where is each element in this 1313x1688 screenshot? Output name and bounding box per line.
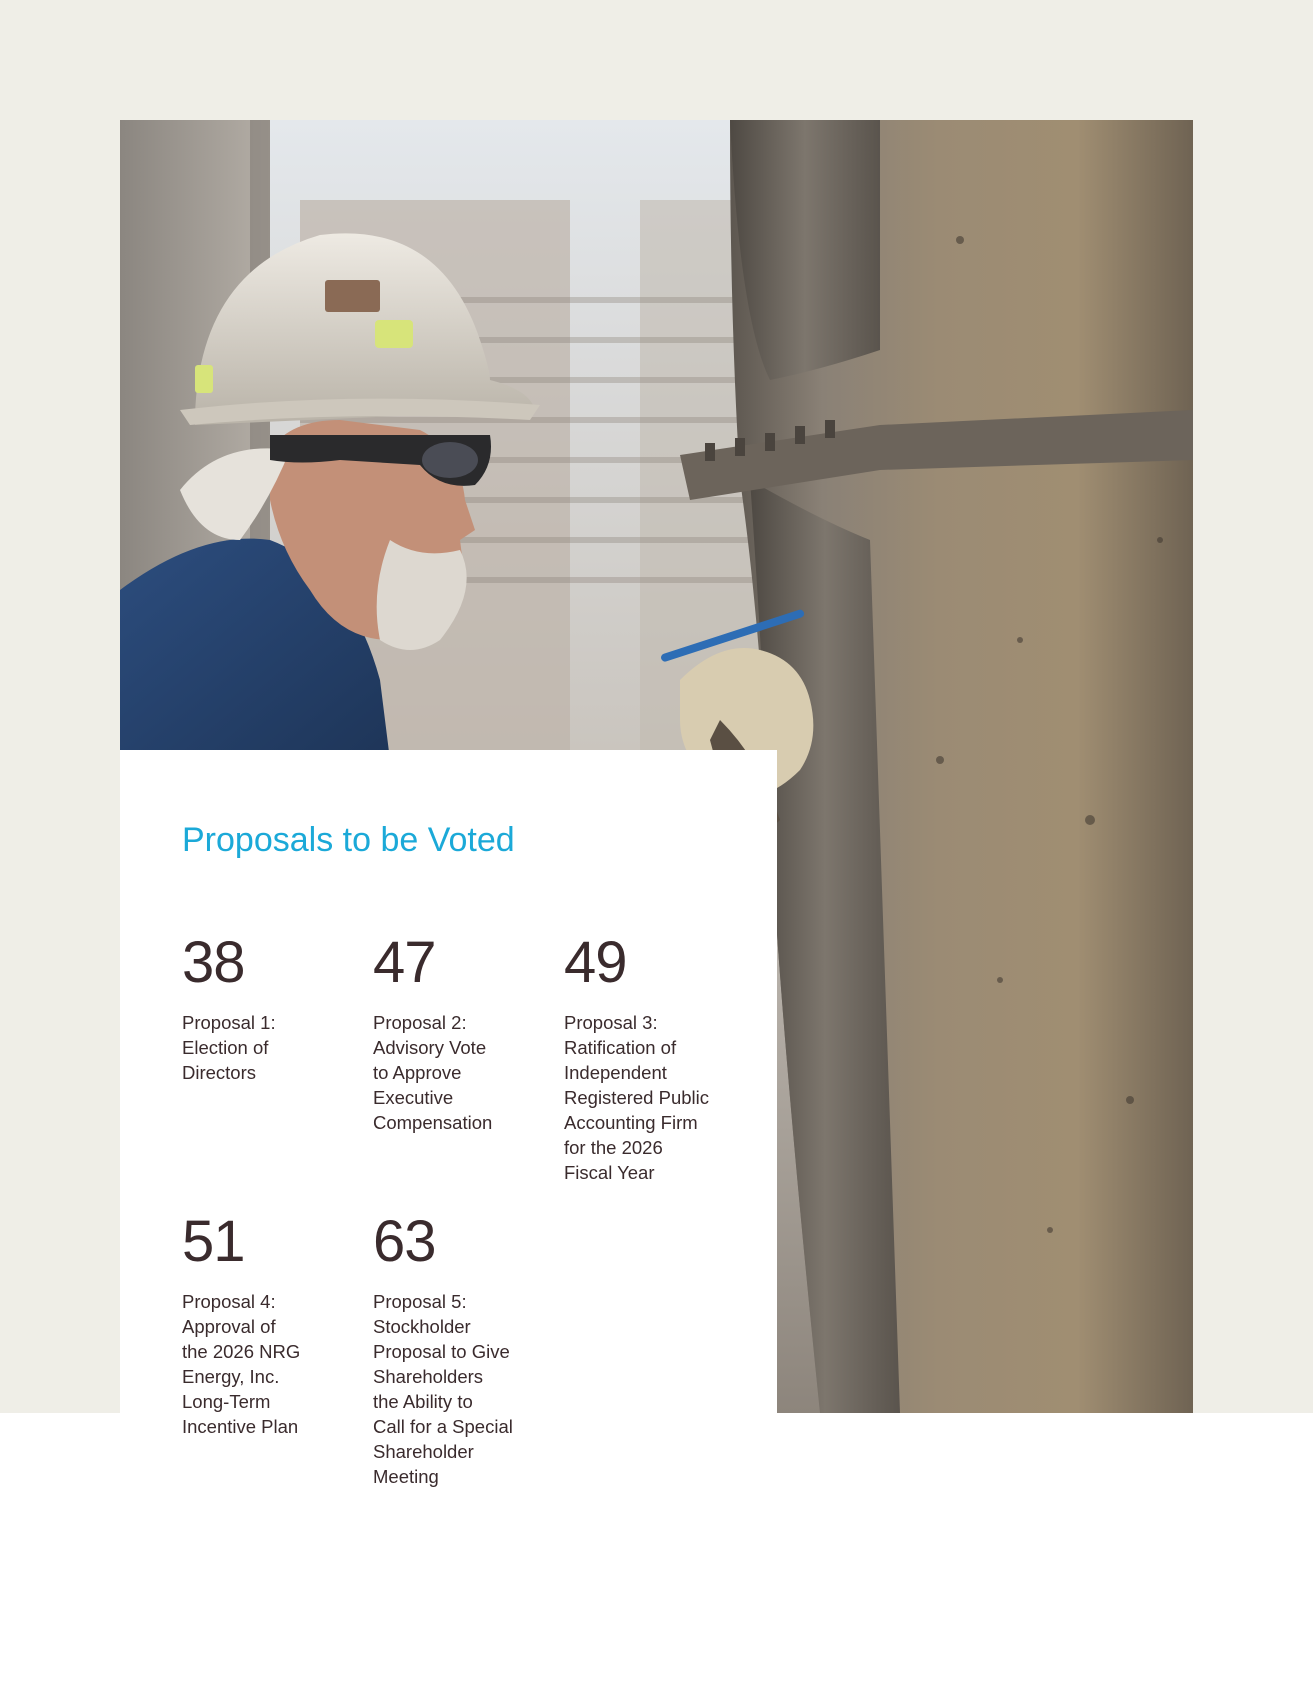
- proposal-5[interactable]: [373, 1211, 553, 1489]
- proposal-5-description: Proposal 5: Stockholder Proposal to Give Shareholders the Ability to Call for a Special Shareholder Meeting: [373, 1291, 513, 1487]
- proposal-2[interactable]: [373, 932, 553, 1135]
- section-title: Proposals to be Voted: [182, 821, 515, 859]
- proposal-3-page-number: 49: [564, 930, 627, 995]
- proposal-4-page-number: 51: [182, 1209, 245, 1274]
- proposal-3[interactable]: [564, 932, 744, 1185]
- proposal-1-page-number: 38: [182, 930, 245, 995]
- proposal-2-page-number: 47: [373, 930, 436, 995]
- proposal-4[interactable]: [182, 1211, 362, 1439]
- proposal-1[interactable]: [182, 932, 362, 1085]
- proposal-2-description: Proposal 2: Advisory Vote to Approve Executive Compensation: [373, 1012, 493, 1133]
- proposal-1-description: Proposal 1: Election of Directors: [182, 1012, 276, 1083]
- proposal-3-description: Proposal 3: Ratification of Independent Registered Public Accounting Firm for the 2026 Fiscal Year: [564, 1012, 709, 1183]
- proposal-5-page-number: 63: [373, 1209, 436, 1274]
- proposal-4-description: Proposal 4: Approval of the 2026 NRG Energy, Inc. Long-Term Incentive Plan: [182, 1291, 301, 1437]
